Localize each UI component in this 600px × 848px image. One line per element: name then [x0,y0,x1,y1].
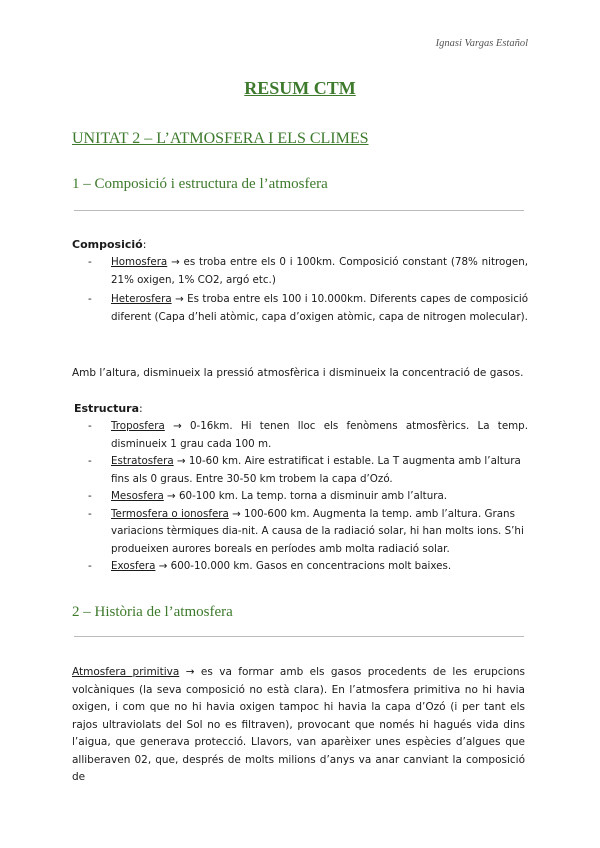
arrow-icon: → [171,256,180,268]
composicio-label: Composició: [72,238,147,251]
list-item: - Estratosfera → 10-60 km. Aire estratificat i estable. La T augmenta amb l’altura fins als 0 graus. Entre 30-50 km trobem la capa d’Ozó. [88,455,521,485]
section-2-divider [74,636,524,637]
section-2-title: 2 – Història de l’atmosfera [72,604,233,620]
list-item: - Exosfera → 600-10.000 km. Gasos en concentracions molt baixes. [88,560,452,572]
history-paragraph: Atmosfera primitiva → es va formar amb els gasos procedents de les erupcions volcàniques (la seva composició no està clara). En l’atmosfera primitiva no hi havia oxigen, i com que no hi havia oxigen tampoc hi havia la capa d’Ozó (i per tant els rajos ultraviolats del Sol no es filtraven), provocant que només hi hagués vida dins l’aigua, que generava protecció. Llavors, van aparèixer unes espècies d’algues que alliberaven 02, que, després de molts milions d’anys va anar canviant la composició de [72,666,526,783]
arrow-icon: → [185,666,195,678]
section-1-divider [74,210,524,211]
arrow-icon: → [175,293,184,305]
list-item: - Homosfera → es troba entre els 0 i 100km. Composició constant (78% nitrogen, 21% oxigen, 1% CO2, argó etc.) [88,256,528,286]
section-1-title: 1 – Composició i estructura de l’atmosfera [72,176,328,192]
history-term: Atmosfera primitiva [72,666,180,678]
list-item: - Troposfera → 0-16km. Hi tenen lloc els fenòmens atmosfèrics. La temp. disminueix 1 grau cada 100 m. [88,420,528,450]
estructura-label: Estructura: [74,402,143,415]
composicio-list [88,254,528,326]
unit-title: UNITAT 2 – L’ATMOSFERA I ELS CLIMES [72,130,369,147]
arrow-icon: → [167,490,176,502]
pressure-paragraph: Amb l’altura, disminueix la pressió atmosfèrica i disminueix la concentració de gasos. [72,367,524,379]
list-term: Heterosfera [111,293,172,305]
arrow-icon: → [232,507,241,520]
list-item: - Termosfera o ionosfera → 100-600 km. Augmenta la temp. amb l’altura. Grans variacions tèrmiques dia-nit. A causa de la radiació solar, hi han molts ions. S’hi produeixen aurores boreals en períodes amb molta radiació solar. [88,507,524,555]
list-item: - Mesosfera → 60-100 km. La temp. torna a disminuir amb l’altura. [88,490,448,502]
author-name: Ignasi Vargas Estañol [435,38,528,49]
document-title: RESUM CTM [244,78,356,98]
arrow-icon: → [158,560,168,572]
arrow-icon: → [176,455,186,467]
list-item: - Heterosfera → Es troba entre els 100 i 10.000km. Diferents capes de composició diferent (Capa d’heli atòmic, capa d’oxigen atòmic, capa de nitrogen molecular). [88,293,529,323]
arrow-icon: → [173,420,182,432]
list-term: Homosfera [111,256,168,268]
estructura-list [88,418,528,576]
